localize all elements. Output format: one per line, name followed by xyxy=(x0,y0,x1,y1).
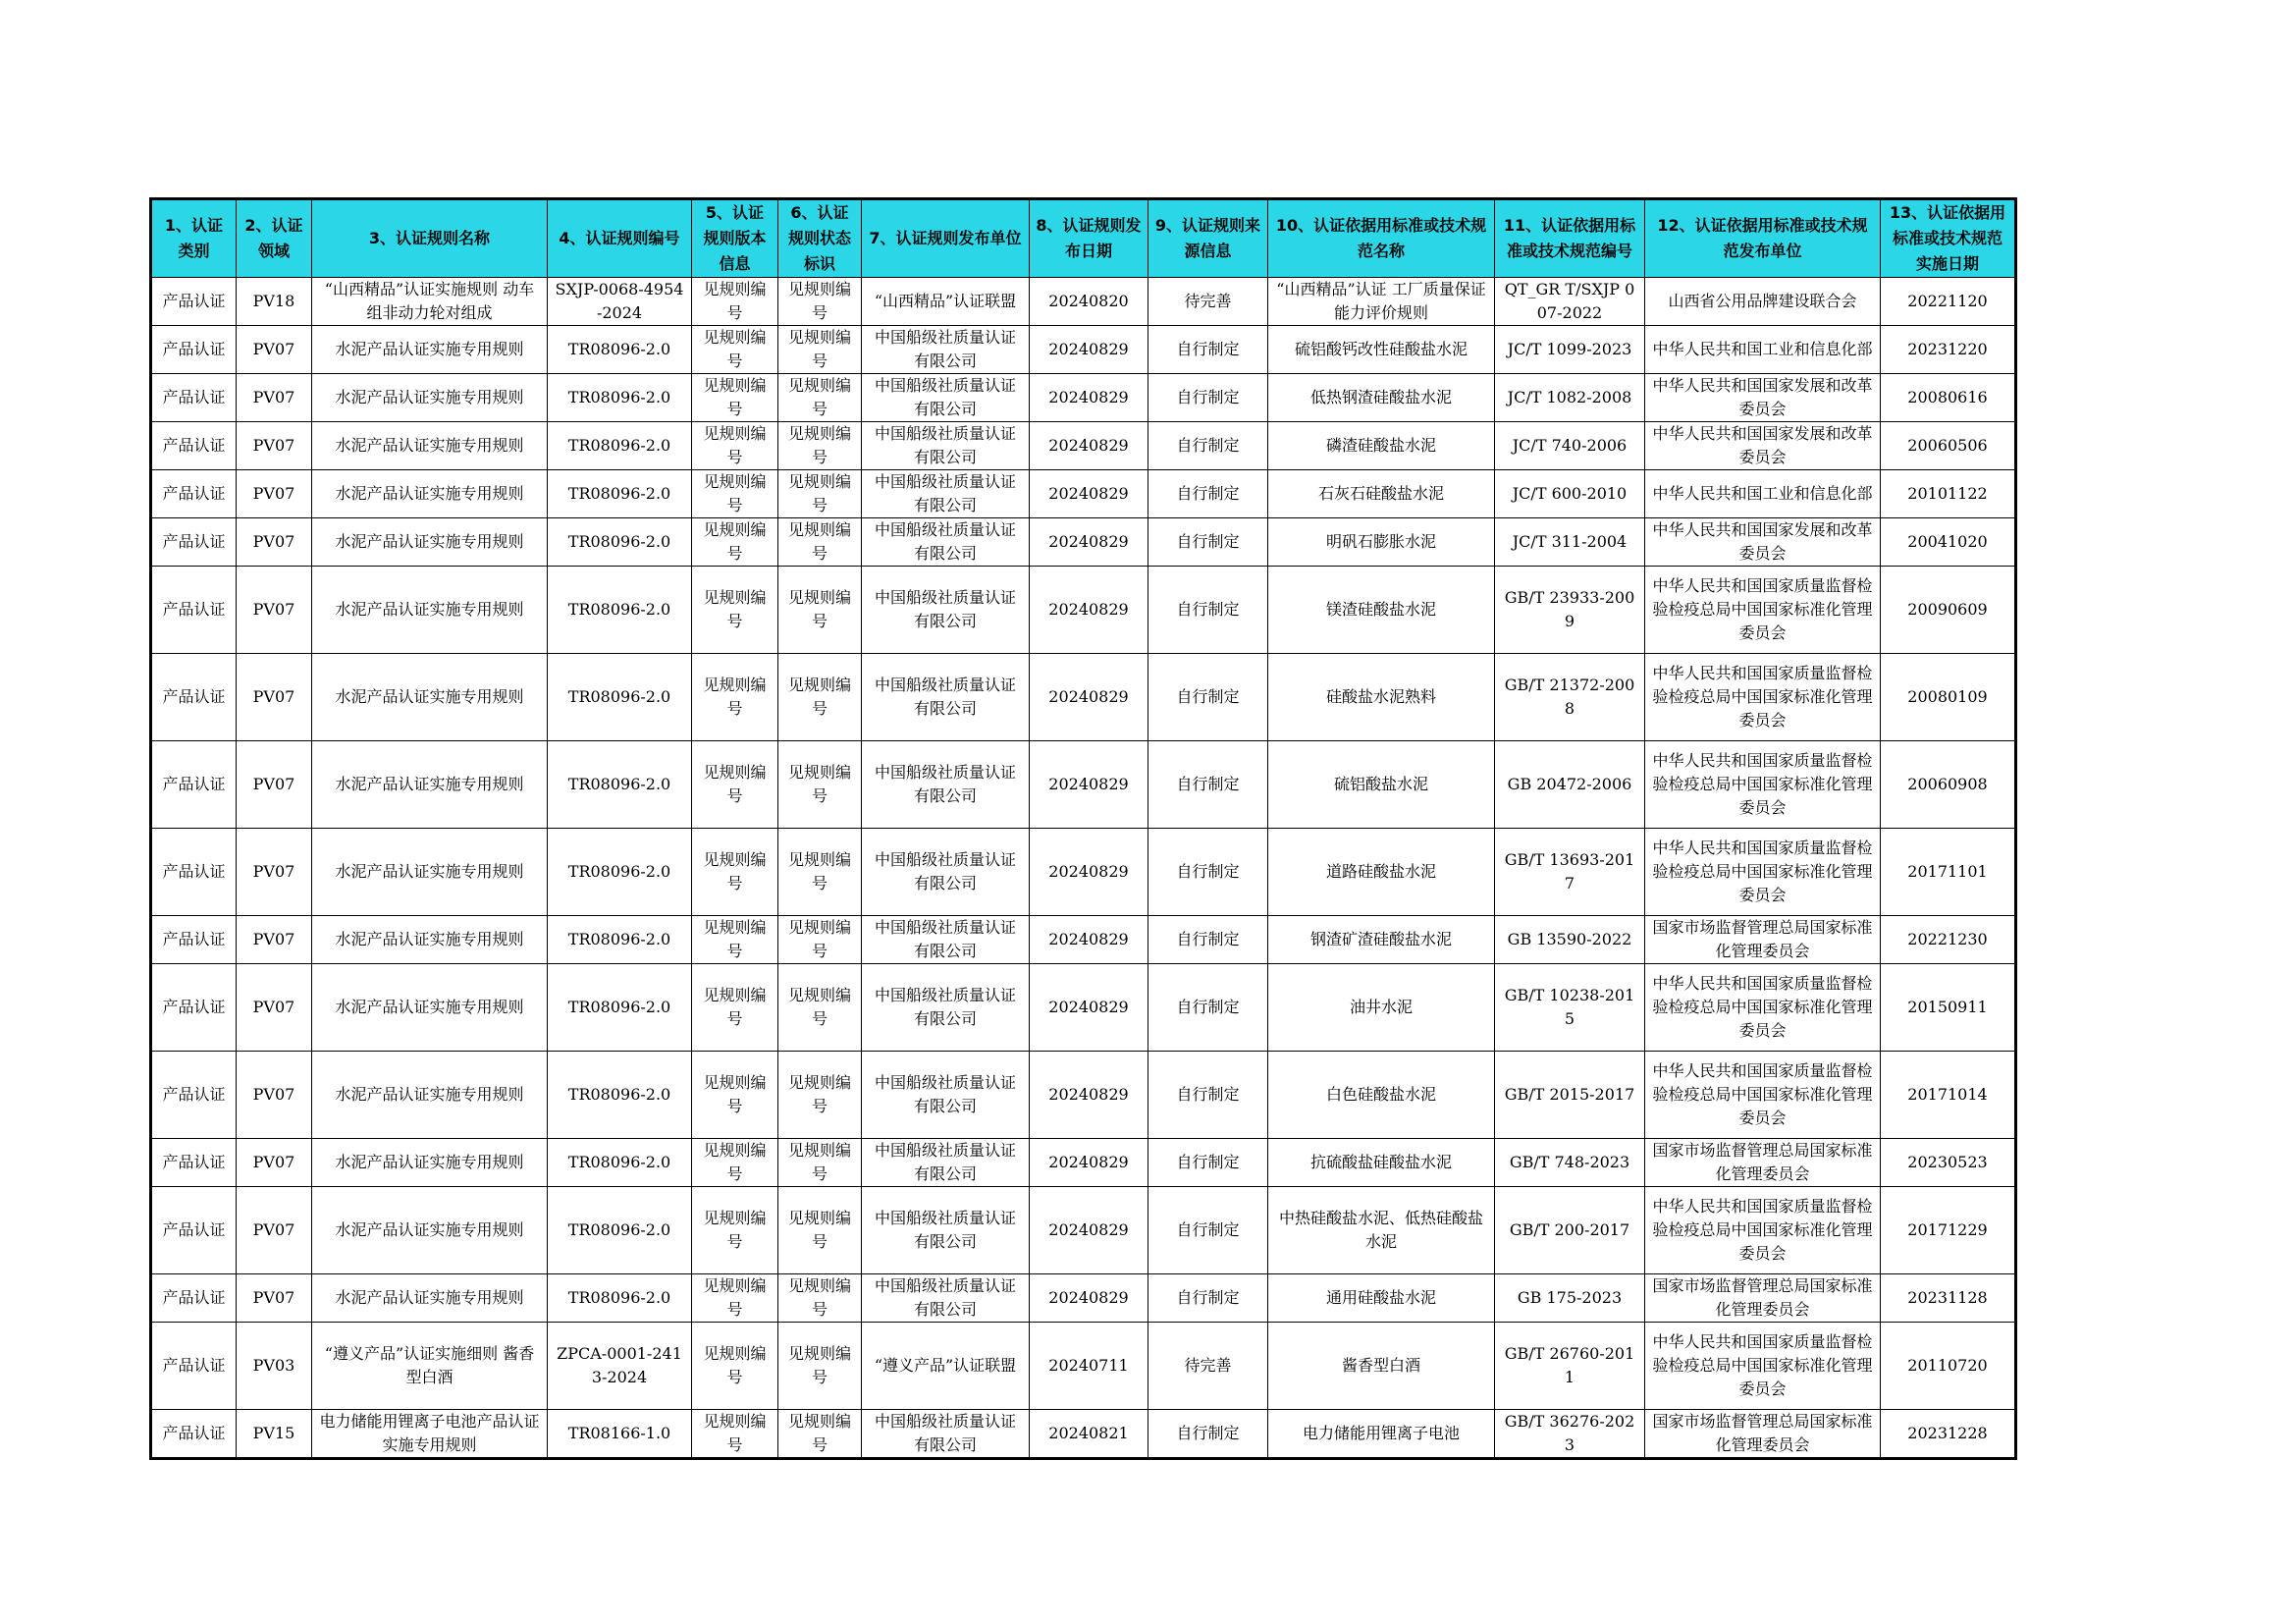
table-cell: 20240829 xyxy=(1030,1274,1148,1323)
header-cell: 12、认证依据用标准或技术规范发布单位 xyxy=(1645,199,1881,278)
table-cell: 自行制定 xyxy=(1148,1274,1268,1323)
table-cell: 见规则编号 xyxy=(778,1410,862,1459)
table-row xyxy=(151,567,2016,654)
table-cell: 见规则编号 xyxy=(778,1323,862,1410)
table-cell: 20060908 xyxy=(1881,741,2016,829)
table-cell: 低热钢渣硅酸盐水泥 xyxy=(1268,374,1495,422)
table-cell: PV07 xyxy=(237,829,312,916)
table-cell: TR08096-2.0 xyxy=(548,1139,692,1187)
table-cell: PV07 xyxy=(237,567,312,654)
table-cell: 中国船级社质量认证有限公司 xyxy=(862,518,1030,567)
header-cell: 8、认证规则发布日期 xyxy=(1030,199,1148,278)
table-cell: 中华人民共和国工业和信息化部 xyxy=(1645,326,1881,374)
table-cell: 20171014 xyxy=(1881,1052,2016,1139)
table-cell: 自行制定 xyxy=(1148,470,1268,518)
table-cell: 磷渣硅酸盐水泥 xyxy=(1268,422,1495,470)
table-cell: 产品认证 xyxy=(151,326,237,374)
table-cell: 见规则编号 xyxy=(778,422,862,470)
table-cell: 20240829 xyxy=(1030,964,1148,1052)
table-cell: 见规则编号 xyxy=(692,567,778,654)
table-cell: 见规则编号 xyxy=(778,326,862,374)
table-cell: 中热硅酸盐水泥、低热硅酸盐水泥 xyxy=(1268,1187,1495,1274)
table-cell: PV07 xyxy=(237,964,312,1052)
table-cell: 山西省公用品牌建设联合会 xyxy=(1645,278,1881,326)
table-cell: PV07 xyxy=(237,422,312,470)
table-cell: 20110720 xyxy=(1881,1323,2016,1410)
table-cell: PV07 xyxy=(237,1274,312,1323)
table-cell: “山西精品”认证实施规则 动车组非动力轮对组成 xyxy=(312,278,548,326)
table-cell: GB 13590-2022 xyxy=(1495,916,1645,964)
table-cell: PV07 xyxy=(237,1139,312,1187)
table-cell: 见规则编号 xyxy=(692,1323,778,1410)
table-row xyxy=(151,278,2016,326)
table-cell: 油井水泥 xyxy=(1268,964,1495,1052)
table-cell: 见规则编号 xyxy=(692,741,778,829)
table-cell: 20171101 xyxy=(1881,829,2016,916)
table-cell: JC/T 311-2004 xyxy=(1495,518,1645,567)
table-cell: PV07 xyxy=(237,916,312,964)
table-cell: 产品认证 xyxy=(151,1139,237,1187)
header-cell: 6、认证规则状态标识 xyxy=(778,199,862,278)
table-cell: 水泥产品认证实施专用规则 xyxy=(312,422,548,470)
table-cell: 见规则编号 xyxy=(692,422,778,470)
table-cell: PV15 xyxy=(237,1410,312,1459)
table-body xyxy=(151,278,2016,1459)
table-cell: 见规则编号 xyxy=(778,374,862,422)
table-cell: PV07 xyxy=(237,741,312,829)
table-cell: 道路硅酸盐水泥 xyxy=(1268,829,1495,916)
table-cell: 见规则编号 xyxy=(692,278,778,326)
table-cell: 中华人民共和国国家质量监督检验检疫总局中国国家标准化管理委员会 xyxy=(1645,1323,1881,1410)
header-cell: 4、认证规则编号 xyxy=(548,199,692,278)
header-cell: 9、认证规则来源信息 xyxy=(1148,199,1268,278)
table-cell: 见规则编号 xyxy=(778,916,862,964)
header-cell: 11、认证依据用标准或技术规范编号 xyxy=(1495,199,1645,278)
table-cell: 水泥产品认证实施专用规则 xyxy=(312,374,548,422)
table-cell: 自行制定 xyxy=(1148,829,1268,916)
table-cell: GB/T 36276-2023 xyxy=(1495,1410,1645,1459)
table-cell: 见规则编号 xyxy=(692,326,778,374)
table-cell: 水泥产品认证实施专用规则 xyxy=(312,741,548,829)
table-cell: 20240829 xyxy=(1030,374,1148,422)
table-cell: 见规则编号 xyxy=(692,1052,778,1139)
table-cell: GB/T 748-2023 xyxy=(1495,1139,1645,1187)
table-cell: 中国船级社质量认证有限公司 xyxy=(862,1274,1030,1323)
table-cell: 20240829 xyxy=(1030,422,1148,470)
table-cell: 水泥产品认证实施专用规则 xyxy=(312,1187,548,1274)
table-row xyxy=(151,654,2016,741)
table-cell: 见规则编号 xyxy=(778,741,862,829)
table-row xyxy=(151,916,2016,964)
table-cell: 见规则编号 xyxy=(692,1139,778,1187)
table-cell: 中华人民共和国工业和信息化部 xyxy=(1645,470,1881,518)
table-cell: 自行制定 xyxy=(1148,1052,1268,1139)
table-cell: “山西精品”认证 工厂质量保证能力评价规则 xyxy=(1268,278,1495,326)
table-cell: 产品认证 xyxy=(151,964,237,1052)
table-cell: 自行制定 xyxy=(1148,422,1268,470)
table-cell: 中国船级社质量认证有限公司 xyxy=(862,1187,1030,1274)
table-cell: 见规则编号 xyxy=(778,470,862,518)
table-cell: 20240821 xyxy=(1030,1410,1148,1459)
table-cell: 钢渣矿渣硅酸盐水泥 xyxy=(1268,916,1495,964)
table-cell: 20231128 xyxy=(1881,1274,2016,1323)
table-row xyxy=(151,1139,2016,1187)
table-cell: 见规则编号 xyxy=(692,470,778,518)
table-cell: 中华人民共和国国家质量监督检验检疫总局中国国家标准化管理委员会 xyxy=(1645,829,1881,916)
table-row xyxy=(151,518,2016,567)
table-cell: 水泥产品认证实施专用规则 xyxy=(312,654,548,741)
table-cell: 20231228 xyxy=(1881,1410,2016,1459)
table-cell: 中华人民共和国国家质量监督检验检疫总局中国国家标准化管理委员会 xyxy=(1645,741,1881,829)
table-cell: 产品认证 xyxy=(151,654,237,741)
table-cell: 20240829 xyxy=(1030,741,1148,829)
table-cell: TR08096-2.0 xyxy=(548,326,692,374)
table-row xyxy=(151,1274,2016,1323)
table-cell: 中国船级社质量认证有限公司 xyxy=(862,1052,1030,1139)
table-cell: 水泥产品认证实施专用规则 xyxy=(312,518,548,567)
table-cell: 见规则编号 xyxy=(692,518,778,567)
table-row xyxy=(151,422,2016,470)
table-cell: 见规则编号 xyxy=(778,829,862,916)
table-cell: GB/T 13693-2017 xyxy=(1495,829,1645,916)
table-cell: TR08096-2.0 xyxy=(548,374,692,422)
table-cell: 中国船级社质量认证有限公司 xyxy=(862,567,1030,654)
table-cell: 产品认证 xyxy=(151,374,237,422)
table-cell: 中华人民共和国国家质量监督检验检疫总局中国国家标准化管理委员会 xyxy=(1645,567,1881,654)
table-cell: 产品认证 xyxy=(151,278,237,326)
table-cell: TR08096-2.0 xyxy=(548,567,692,654)
table-cell: GB/T 21372-2008 xyxy=(1495,654,1645,741)
table-cell: 20240829 xyxy=(1030,654,1148,741)
table-cell: 20041020 xyxy=(1881,518,2016,567)
table-cell: PV07 xyxy=(237,374,312,422)
table-row xyxy=(151,1410,2016,1459)
table-cell: 产品认证 xyxy=(151,1323,237,1410)
table-cell: “山西精品”认证联盟 xyxy=(862,278,1030,326)
table-cell: 硫铝酸盐水泥 xyxy=(1268,741,1495,829)
table-cell: JC/T 1082-2008 xyxy=(1495,374,1645,422)
table-cell: TR08096-2.0 xyxy=(548,1274,692,1323)
table-row xyxy=(151,470,2016,518)
table-cell: 国家市场监督管理总局国家标准化管理委员会 xyxy=(1645,1274,1881,1323)
table-cell: 待完善 xyxy=(1148,278,1268,326)
table-cell: JC/T 740-2006 xyxy=(1495,422,1645,470)
table-cell: 自行制定 xyxy=(1148,326,1268,374)
table-cell: 见规则编号 xyxy=(778,964,862,1052)
table-cell: 中国船级社质量认证有限公司 xyxy=(862,326,1030,374)
table-cell: TR08096-2.0 xyxy=(548,422,692,470)
table-cell: 见规则编号 xyxy=(692,374,778,422)
table-cell: JC/T 1099-2023 xyxy=(1495,326,1645,374)
table-cell: 中国船级社质量认证有限公司 xyxy=(862,374,1030,422)
table-cell: 国家市场监督管理总局国家标准化管理委员会 xyxy=(1645,916,1881,964)
table-cell: 中华人民共和国国家发展和改革委员会 xyxy=(1645,422,1881,470)
table-cell: 见规则编号 xyxy=(778,567,862,654)
table-row xyxy=(151,741,2016,829)
table-cell: PV07 xyxy=(237,470,312,518)
table-cell: 20060506 xyxy=(1881,422,2016,470)
table-row xyxy=(151,1323,2016,1410)
table-cell: TR08096-2.0 xyxy=(548,518,692,567)
table-cell: 见规则编号 xyxy=(692,964,778,1052)
table-cell: 硅酸盐水泥熟料 xyxy=(1268,654,1495,741)
table-cell: 中国船级社质量认证有限公司 xyxy=(862,741,1030,829)
table-cell: GB/T 26760-2011 xyxy=(1495,1323,1645,1410)
table-cell: 水泥产品认证实施专用规则 xyxy=(312,1139,548,1187)
table-cell: 水泥产品认证实施专用规则 xyxy=(312,1052,548,1139)
table-cell: 电力储能用锂离子电池 xyxy=(1268,1410,1495,1459)
table-cell: TR08096-2.0 xyxy=(548,916,692,964)
table-cell: “遵义产品”认证实施细则 酱香型白酒 xyxy=(312,1323,548,1410)
table-cell: 20101122 xyxy=(1881,470,2016,518)
table-cell: 中华人民共和国国家质量监督检验检疫总局中国国家标准化管理委员会 xyxy=(1645,1052,1881,1139)
table-cell: 见规则编号 xyxy=(692,829,778,916)
table-cell: 中国船级社质量认证有限公司 xyxy=(862,1139,1030,1187)
table-cell: 见规则编号 xyxy=(778,654,862,741)
table-cell: 抗硫酸盐硅酸盐水泥 xyxy=(1268,1139,1495,1187)
table-cell: GB/T 200-2017 xyxy=(1495,1187,1645,1274)
table-cell: PV07 xyxy=(237,326,312,374)
table-cell: TR08096-2.0 xyxy=(548,829,692,916)
table-cell: PV07 xyxy=(237,1052,312,1139)
table-cell: SXJP-0068-4954-2024 xyxy=(548,278,692,326)
table-cell: 20240829 xyxy=(1030,518,1148,567)
table-cell: 20230523 xyxy=(1881,1139,2016,1187)
table-cell: 水泥产品认证实施专用规则 xyxy=(312,829,548,916)
table-cell: 国家市场监督管理总局国家标准化管理委员会 xyxy=(1645,1410,1881,1459)
table-row xyxy=(151,829,2016,916)
table-cell: PV18 xyxy=(237,278,312,326)
table-cell: 见规则编号 xyxy=(692,1187,778,1274)
table-cell: PV07 xyxy=(237,518,312,567)
table-cell: PV07 xyxy=(237,1187,312,1274)
table-cell: 硫铝酸钙改性硅酸盐水泥 xyxy=(1268,326,1495,374)
table-cell: 中华人民共和国国家质量监督检验检疫总局中国国家标准化管理委员会 xyxy=(1645,654,1881,741)
table-cell: “遵义产品”认证联盟 xyxy=(862,1323,1030,1410)
table-cell: 石灰石硅酸盐水泥 xyxy=(1268,470,1495,518)
table-cell: 20240829 xyxy=(1030,470,1148,518)
table-cell: 自行制定 xyxy=(1148,567,1268,654)
table-cell: 产品认证 xyxy=(151,916,237,964)
table-cell: 明矾石膨胀水泥 xyxy=(1268,518,1495,567)
table-cell: TR08096-2.0 xyxy=(548,964,692,1052)
table-cell: 电力储能用锂离子电池产品认证实施专用规则 xyxy=(312,1410,548,1459)
table-cell: TR08096-2.0 xyxy=(548,1187,692,1274)
table-cell: 20080109 xyxy=(1881,654,2016,741)
table-cell: 中国船级社质量认证有限公司 xyxy=(862,422,1030,470)
table-cell: 自行制定 xyxy=(1148,374,1268,422)
data-table xyxy=(149,197,2017,1460)
table-cell: 水泥产品认证实施专用规则 xyxy=(312,1274,548,1323)
table-cell: GB/T 2015-2017 xyxy=(1495,1052,1645,1139)
header-cell: 1、认证类别 xyxy=(151,199,237,278)
table-cell: 见规则编号 xyxy=(692,1410,778,1459)
table-row xyxy=(151,964,2016,1052)
table-cell: GB 175-2023 xyxy=(1495,1274,1645,1323)
table-cell: 中华人民共和国国家发展和改革委员会 xyxy=(1645,374,1881,422)
table-cell: 20240829 xyxy=(1030,1139,1148,1187)
table-cell: 20171229 xyxy=(1881,1187,2016,1274)
table-cell: TR08166-1.0 xyxy=(548,1410,692,1459)
table-cell: 20080616 xyxy=(1881,374,2016,422)
table-cell: 产品认证 xyxy=(151,1410,237,1459)
table-cell: 见规则编号 xyxy=(778,1052,862,1139)
table-cell: 20240711 xyxy=(1030,1323,1148,1410)
table-cell: 自行制定 xyxy=(1148,916,1268,964)
header-cell: 3、认证规则名称 xyxy=(312,199,548,278)
table-cell: GB/T 23933-2009 xyxy=(1495,567,1645,654)
table-cell: ZPCA-0001-2413-2024 xyxy=(548,1323,692,1410)
table-cell: PV07 xyxy=(237,654,312,741)
table-cell: 产品认证 xyxy=(151,470,237,518)
table-cell: 自行制定 xyxy=(1148,741,1268,829)
table-cell: 20240829 xyxy=(1030,567,1148,654)
header-cell: 5、认证规则版本信息 xyxy=(692,199,778,278)
table-row xyxy=(151,1187,2016,1274)
table-cell: 产品认证 xyxy=(151,567,237,654)
table-cell: 水泥产品认证实施专用规则 xyxy=(312,964,548,1052)
table-cell: 白色硅酸盐水泥 xyxy=(1268,1052,1495,1139)
table-cell: 水泥产品认证实施专用规则 xyxy=(312,326,548,374)
table-cell: 自行制定 xyxy=(1148,654,1268,741)
table-cell: JC/T 600-2010 xyxy=(1495,470,1645,518)
table-cell: 中国船级社质量认证有限公司 xyxy=(862,964,1030,1052)
table-cell: 产品认证 xyxy=(151,1052,237,1139)
table-cell: QT_GR T/SXJP 007-2022 xyxy=(1495,278,1645,326)
table-row xyxy=(151,374,2016,422)
table-cell: 产品认证 xyxy=(151,422,237,470)
header-cell: 13、认证依据用标准或技术规范实施日期 xyxy=(1881,199,2016,278)
table-cell: PV03 xyxy=(237,1323,312,1410)
table-cell: 水泥产品认证实施专用规则 xyxy=(312,567,548,654)
table-cell: 自行制定 xyxy=(1148,964,1268,1052)
table-cell: 中国船级社质量认证有限公司 xyxy=(862,470,1030,518)
table-cell: 中国船级社质量认证有限公司 xyxy=(862,654,1030,741)
table-cell: 通用硅酸盐水泥 xyxy=(1268,1274,1495,1323)
table-cell: 20240829 xyxy=(1030,1187,1148,1274)
table-row xyxy=(151,326,2016,374)
table-cell: 自行制定 xyxy=(1148,518,1268,567)
header-cell: 2、认证领域 xyxy=(237,199,312,278)
table-cell: 20240820 xyxy=(1030,278,1148,326)
table-cell: 产品认证 xyxy=(151,1187,237,1274)
table-cell: 20240829 xyxy=(1030,326,1148,374)
table-cell: 待完善 xyxy=(1148,1323,1268,1410)
table-cell: 产品认证 xyxy=(151,741,237,829)
table-cell: 20221230 xyxy=(1881,916,2016,964)
table-cell: GB 20472-2006 xyxy=(1495,741,1645,829)
table-cell: 中国船级社质量认证有限公司 xyxy=(862,1410,1030,1459)
table-cell: GB/T 10238-2015 xyxy=(1495,964,1645,1052)
header-cell: 10、认证依据用标准或技术规范名称 xyxy=(1268,199,1495,278)
table-cell: 中华人民共和国国家质量监督检验检疫总局中国国家标准化管理委员会 xyxy=(1645,1187,1881,1274)
table-cell: 20240829 xyxy=(1030,829,1148,916)
table-cell: TR08096-2.0 xyxy=(548,470,692,518)
table-cell: 见规则编号 xyxy=(778,518,862,567)
header-row xyxy=(151,199,2016,278)
table-cell: TR08096-2.0 xyxy=(548,741,692,829)
table-cell: 见规则编号 xyxy=(692,654,778,741)
table-cell: TR08096-2.0 xyxy=(548,1052,692,1139)
table-cell: 中华人民共和国国家发展和改革委员会 xyxy=(1645,518,1881,567)
table-cell: 国家市场监督管理总局国家标准化管理委员会 xyxy=(1645,1139,1881,1187)
table-cell: 20240829 xyxy=(1030,1052,1148,1139)
table-cell: 见规则编号 xyxy=(778,1274,862,1323)
table-cell: 中国船级社质量认证有限公司 xyxy=(862,916,1030,964)
table-cell: 中国船级社质量认证有限公司 xyxy=(862,829,1030,916)
table-cell: 自行制定 xyxy=(1148,1410,1268,1459)
table-cell: 见规则编号 xyxy=(692,916,778,964)
table-cell: 20221120 xyxy=(1881,278,2016,326)
table-cell: 20090609 xyxy=(1881,567,2016,654)
table-cell: 水泥产品认证实施专用规则 xyxy=(312,470,548,518)
table-cell: 产品认证 xyxy=(151,518,237,567)
table-cell: 自行制定 xyxy=(1148,1139,1268,1187)
table-row xyxy=(151,1052,2016,1139)
table-cell: 20240829 xyxy=(1030,916,1148,964)
table-cell: 20150911 xyxy=(1881,964,2016,1052)
table-cell: 产品认证 xyxy=(151,829,237,916)
table-cell: 自行制定 xyxy=(1148,1187,1268,1274)
table-cell: 20231220 xyxy=(1881,326,2016,374)
table-cell: 见规则编号 xyxy=(692,1274,778,1323)
table-cell: 产品认证 xyxy=(151,1274,237,1323)
table-cell: TR08096-2.0 xyxy=(548,654,692,741)
table-cell: 水泥产品认证实施专用规则 xyxy=(312,916,548,964)
table-cell: 见规则编号 xyxy=(778,278,862,326)
table-cell: 酱香型白酒 xyxy=(1268,1323,1495,1410)
table-cell: 见规则编号 xyxy=(778,1139,862,1187)
table-cell: 镁渣硅酸盐水泥 xyxy=(1268,567,1495,654)
table-cell: 中华人民共和国国家质量监督检验检疫总局中国国家标准化管理委员会 xyxy=(1645,964,1881,1052)
table-cell: 见规则编号 xyxy=(778,1187,862,1274)
header-cell: 7、认证规则发布单位 xyxy=(862,199,1030,278)
